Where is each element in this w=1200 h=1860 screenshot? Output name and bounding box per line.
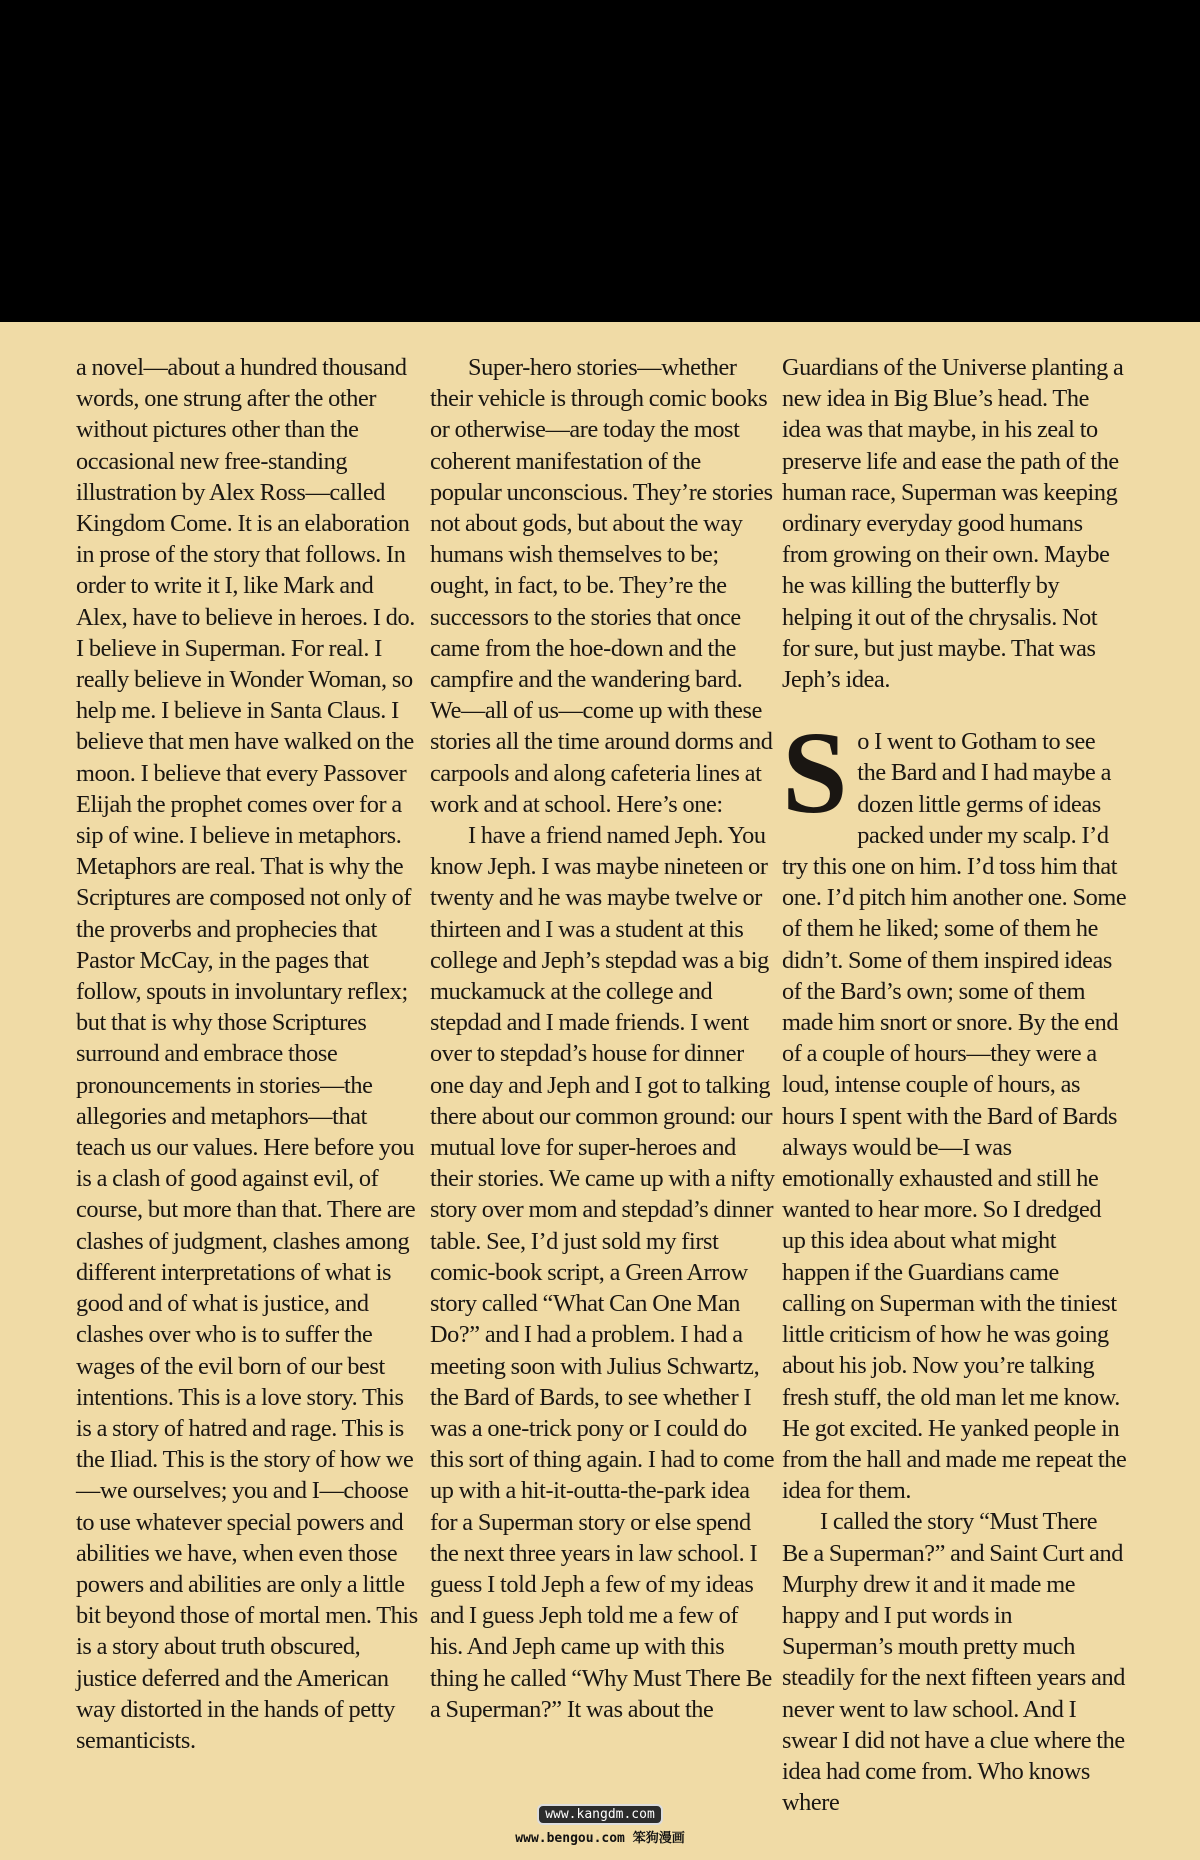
column-3-paragraph-2 [782,707,1127,1506]
column-1-text: a novel—about a hundred thousand words, one strung after the other without pictures other than the occasional new free-standing illustration by Alex Ross—called Kingdom Come. It is an elaboration in prose of the story that follows. In order to write it I, like Mark and Alex, have to believe in heroes. I do. I believe in Superman. For real. I really believe in Wonder Woman, so help me. I believe in Santa Claus. I believe that men have walked on the moon. I believe that every Passover Elijah the prophet comes over for a sip of wine. I believe in metaphors. Metaphors are real. That is why the Scriptures are composed not only of the proverbs and prophecies that Pastor McCay, in the pages that follow, spouts in involuntary reflex; but that is why those Scriptures surround and embrace those pronouncements in stories—the allegories and metaphors—that teach us our values. Here before you is a clash of good against evil, of course, but more than that. There are clashes of judgment, clashes among different interpretations of what is good and of what is justice, and clashes over who is to suffer the wages of the evil born of our best intentions. This is a love story. This is a story of hatred and rage. This is the Iliad. This is the story of how we—we ourselves; you and I—choose to use whatever special powers and abilities we have, when even those powers and abilities are only a little bit beyond those of mortal men. This is a story about truth obscured, justice deferred and the American way distorted in the hands of petty semanticists. [76,354,418,1754]
column-3-paragraph-1: Guardians of the Universe planting a new idea in Big Blue’s head. The idea was that maybe, in his zeal to preserve life and ease the path of the human race, Superman was keeping ordinary everyday good humans from growing on their own. Maybe he was killing the butterfly by helping it out of the chrysalis. Not for sure, but just maybe. That was Jeph’s idea. [782,354,1124,694]
column-2-paragraph-1: Super-hero stories—whether their vehicle is through comic books or otherwise—are today the most coherent manifestation of the popular unconscious. They’re stories not about gods, but about the way humans wish themselves to be; ought, in fact, to be. They’re the successors to the stories that once came from the hoe-down and the campfire and the wandering bard. We—all of us—come up with these stories all the time around dorms and carpools and along cafeteria lines at work and at school. Here’s one: [430,354,773,818]
column-2-paragraph-2: I have a friend named Jeph. You know Jeph. I was maybe nineteen or twenty and he was maybe twelve or thirteen and I was a student at this college and Jeph’s stepdad was a big muckamuck at the college and stepdad and I made friends. I went over to stepdad’s house for dinner one day and Jeph and I got to talking there about our common ground: our mutual love for super-heroes and their stories. We came up with a nifty story over mom and stepdad’s dinner table. See, I’d just sold my first comic-book script, a Green Arrow story called “What Can One Man Do?” and I had a problem. I had a meeting soon with Julius Schwartz, the Bard of Bards, to see whether I was a one-trick pony or I could do this sort of thing again. I had to come up with a hit-it-outta-the-park idea for a Superman story or else spend the next three years in law school. I guess I told Jeph a few of my ideas and I guess Jeph told me a few of his. And Jeph came up with this thing he called “Why Must There Be a Superman?” It was about the [430,822,775,1723]
watermark-footer [0,1798,1200,1860]
text-page [0,322,1200,1860]
watermark-badge: www.kangdm.com [537,1804,663,1825]
column-2 [430,352,775,1725]
column-1 [76,352,421,1756]
top-black-band [0,0,1200,322]
column-3-paragraph-3: I called the story “Must There Be a Superman?” and Saint Curt and Murphy drew it and it made me happy and I put words in Superman’s mouth pretty much steadily for the next fifteen years and never went to law school. And I swear I did not have a clue where the idea had come from. Who knows where [782,1508,1126,1817]
column-3-paragraph-2-text: o I went to Gotham to see the Bard and I had maybe a dozen little germs of ideas packed under my scalp. I’d try this one on him. I’d toss him that one. I’d pitch him another one. Some of them he liked; some of them he didn’t. Some of them inspired ideas of the Bard’s own; some of them made him snort or snore. By the end of a couple of hours—they were a loud, intense couple of hours, as hours I spent with the Bard of Bards always would be—I was emotionally exhausted and still he wanted to hear more. So I dredged up this idea about what might happen if the Guardians came calling on Superman with the tiniest little criticism of how he was going about his job. Now you’re talking fresh stuff, the old man let me know. He got excited. He yanked people in from the hall and made me repeat the idea for them. [782,728,1127,1505]
column-3 [782,352,1127,1818]
drop-cap: S [782,707,848,839]
watermark-text: www.bengou.com 笨狗漫画 [515,1831,685,1846]
